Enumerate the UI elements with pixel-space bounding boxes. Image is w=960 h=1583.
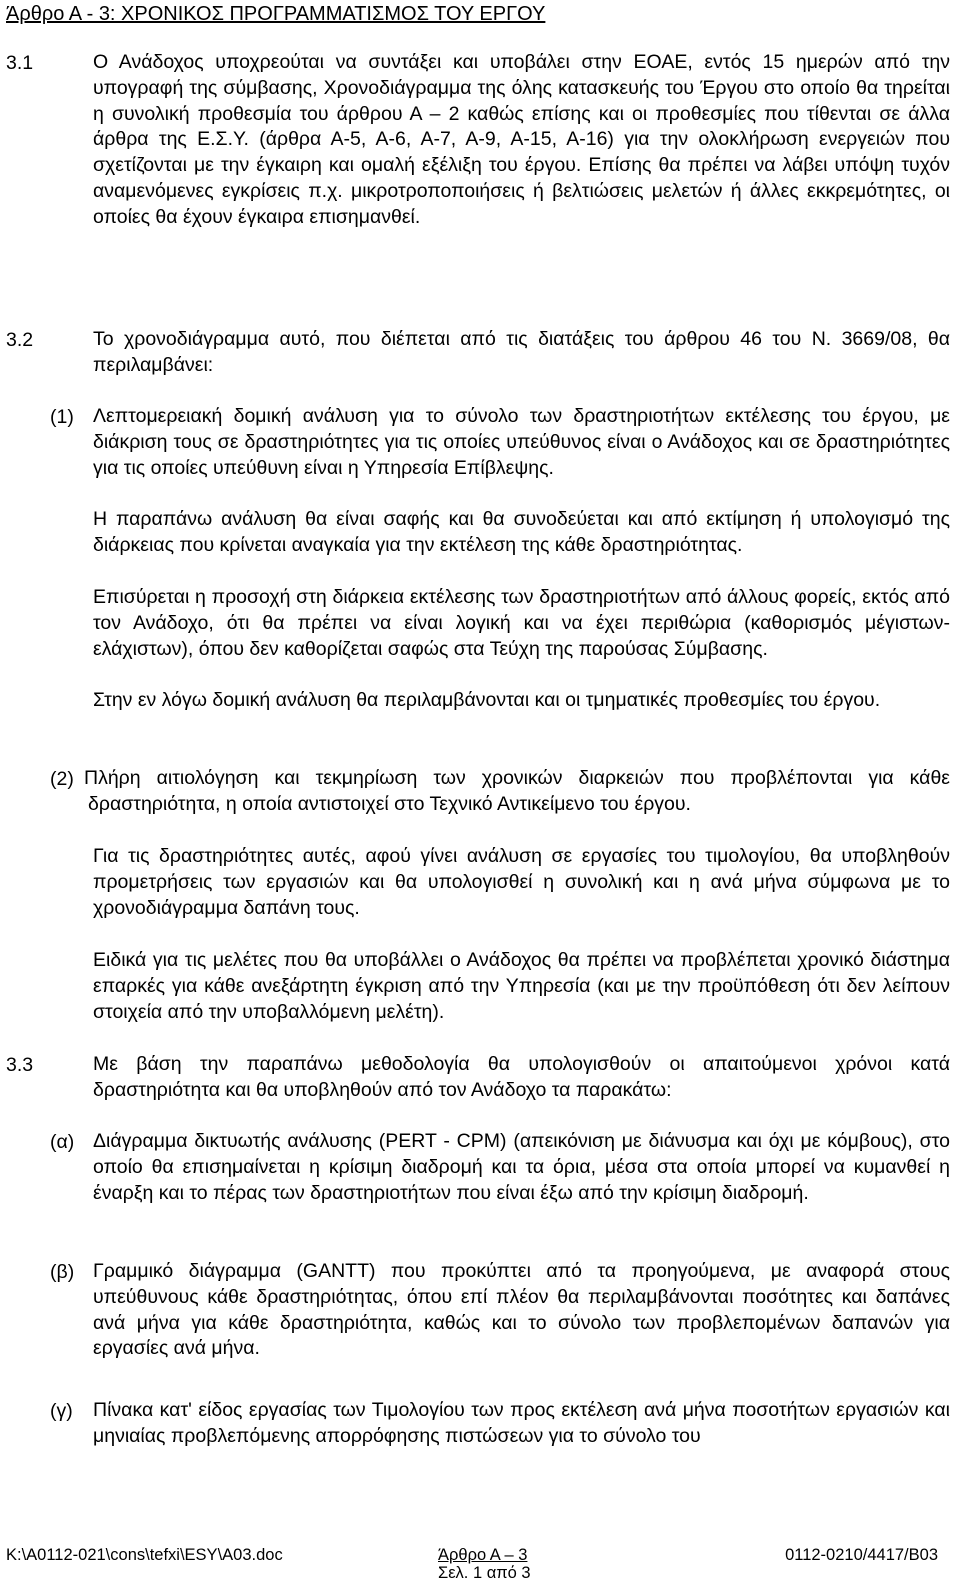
- item-2-paragraph-3: Ειδικά για τις μελέτες που θα υποβάλλει ο Ανάδοχος θα πρέπει να προβλέπεται χρονικό διάστημα επαρκές για κάθε ανεξάρτητη έγκριση από την Υπηρεσία (και με την προϋπόθεση ότι δεν λείπουν στοιχεία από την υποβαλλόμενη μελέτη).: [93, 949, 950, 1023]
- item-a-text: Διάγραμμα δικτυωτής ανάλυσης (PERT - CPM) (απεικόνιση με διάνυσμα και όχι με κόμβους), στο οποίο θα επισημαίνεται η κρίσιμη διαδρομή και τα όρια, μέσα στα οποία μπορεί να κυμανθεί η έναρξη και το πέρας των δραστηριοτήτων που είναι έξω από την κρίσιμη διαδρομή.: [93, 1130, 950, 1204]
- item-1-paragraph-4: Στην εν λόγω δομική ανάλυση θα περιλαμβάνονται και οι τμηματικές προθεσμίες του έργου.: [93, 689, 881, 711]
- section-3-2-text: Το χρονοδιάγραμμα αυτό, που διέπεται από τις διατάξεις του άρθρου 46 του Ν. 3669/08, θα περιλαμβάνει:: [93, 328, 950, 376]
- item-number-2: (2): [50, 768, 74, 790]
- item-number-a: (α): [50, 1131, 75, 1153]
- section-number-3-3: 3.3: [6, 1054, 34, 1076]
- item-c-text: Πίνακα κατ' είδος εργασίας των Τιμολογίου των προς εκτέλεση ανά μήνα ποσοτήτων εργασιών και μηνιαίας προβλεπόμενης απορρόφησης πιστώσεων για το σύνολο του: [93, 1399, 950, 1447]
- footer-article: Άρθρο Α – 3: [438, 1546, 528, 1564]
- footer-document-code: 0112-0210/4417/B03: [785, 1546, 938, 1564]
- footer-page-number: Σελ. 1 από 3: [438, 1564, 531, 1582]
- item-1-paragraph-3: Επισύρεται η προσοχή στη διάρκεια εκτέλεσης των δραστηριοτήτων από άλλους φορείς, εκτός από τον Ανάδοχο, ότι θα πρέπει να είναι λογική και να έχει περιθώρια (καθορισμός μέγιστων-ελάχιστων), όπου δεν καθορίζεται σαφώς στα Τεύχη της παρούσας Σύμβασης.: [93, 586, 950, 660]
- item-1-paragraph-1: Λεπτομερειακή δομική ανάλυση για το σύνολο των δραστηριοτήτων εκτέλεσης του έργου, με διάκριση τους σε δραστηριότητες για τις οποίες υπεύθυνος είναι ο Ανάδοχος και σε δραστηριότητες για τις οποίες υπεύθυνη είναι η Υπηρεσία Επίβλεψης.: [93, 405, 950, 479]
- item-2-paragraph-2: Για τις δραστηριότητες αυτές, αφού γίνει ανάλυση σε εργασίες του τιμολογίου, θα υποβληθούν προμετρήσεις των εργασιών και θα υπολογισθεί η συνολική και η ανά μήνα σύμφωνα με το χρονοδιάγραμμα δαπάνη τους.: [93, 845, 950, 919]
- section-number-3-1: 3.1: [6, 52, 34, 74]
- footer-file-path: K:\A0112-021\cons\tefxi\ESY\A03.doc: [6, 1546, 283, 1564]
- page-footer: [0, 1546, 960, 1583]
- section-number-3-2: 3.2: [6, 329, 34, 351]
- page-title: Άρθρο Α - 3: ΧΡΟΝΙΚΟΣ ΠΡΟΓΡΑΜΜΑΤΙΣΜΟΣ ΤΟΥ ΕΡΓΟΥ: [6, 3, 546, 25]
- section-3-1-text: Ο Ανάδοχος υποχρεούται να συντάξει και υποβάλει στην ΕΟΑΕ, εντός 15 ημερών από την υπογραφή της σύμβασης, Χρονοδιάγραμμα της όλης κατασκευής του Έργου στο οποίο θα τηρείται η συνολική προθεσμία του άρθρου Α – 2 καθώς επίσης και οι προθεσμίες που τίθενται σε άλλα άρθρα της Ε.Σ.Υ. (άρθρα Α-5, Α-6, Α-7, Α-9, Α-15, Α-16) για την ολοκλήρωση ενεργειών που σχετίζονται με την έγκαιρη και ομαλή εξέλιξη του έργου. Επίσης θα πρέπει να λάβει υπόψη τυχόν αναμενόμενες εγκρίσεις π.χ. μικροτροποποιήσεις ή βελτιώσεις μελετών ή άλλες εκκρεμότητες, οι οποίες θα έχουν έγκαιρα επισημανθεί.: [93, 51, 950, 228]
- item-number-c: (γ): [50, 1400, 73, 1422]
- item-number-b: (β): [50, 1261, 75, 1283]
- item-b-text: Γραμμικό διάγραμμα (GANTT) που προκύπτει από τα προηγούμενα, με αναφορά στους υπεύθυνους κάθε δραστηριότητας, όπου επί πλέον θα περιλαμβάνονται ποσότητες και δαπάνες ανά μήνα για κάθε δραστηριότητα, καθώς και το σύνολο των προβλεπομένων δαπανών για εργασίες ανά μήνα.: [93, 1260, 950, 1360]
- item-1-paragraph-2: Η παραπάνω ανάλυση θα είναι σαφής και θα συνοδεύεται και από εκτίμηση ή υπολογισμό της διάρκειας που κρίνεται αναγκαία για την εκτέλεση της κάθε δραστηριότητας.: [93, 508, 950, 556]
- section-3-3-text: Με βάση την παραπάνω μεθοδολογία θα υπολογισθούν οι απαιτούμενοι χρόνοι κατά δραστηριότητα και θα υποβληθούν από τον Ανάδοχο τα παρακάτω:: [93, 1053, 950, 1101]
- item-2-paragraph-1: Πλήρη αιτιολόγηση και τεκμηρίωση των χρονικών διαρκειών που προβλέπονται για κάθε δραστηριότητα, η οποία αντιστοιχεί στο Τεχνικό Αντικείμενο του έργου.: [84, 767, 950, 815]
- item-number-1: (1): [50, 406, 74, 428]
